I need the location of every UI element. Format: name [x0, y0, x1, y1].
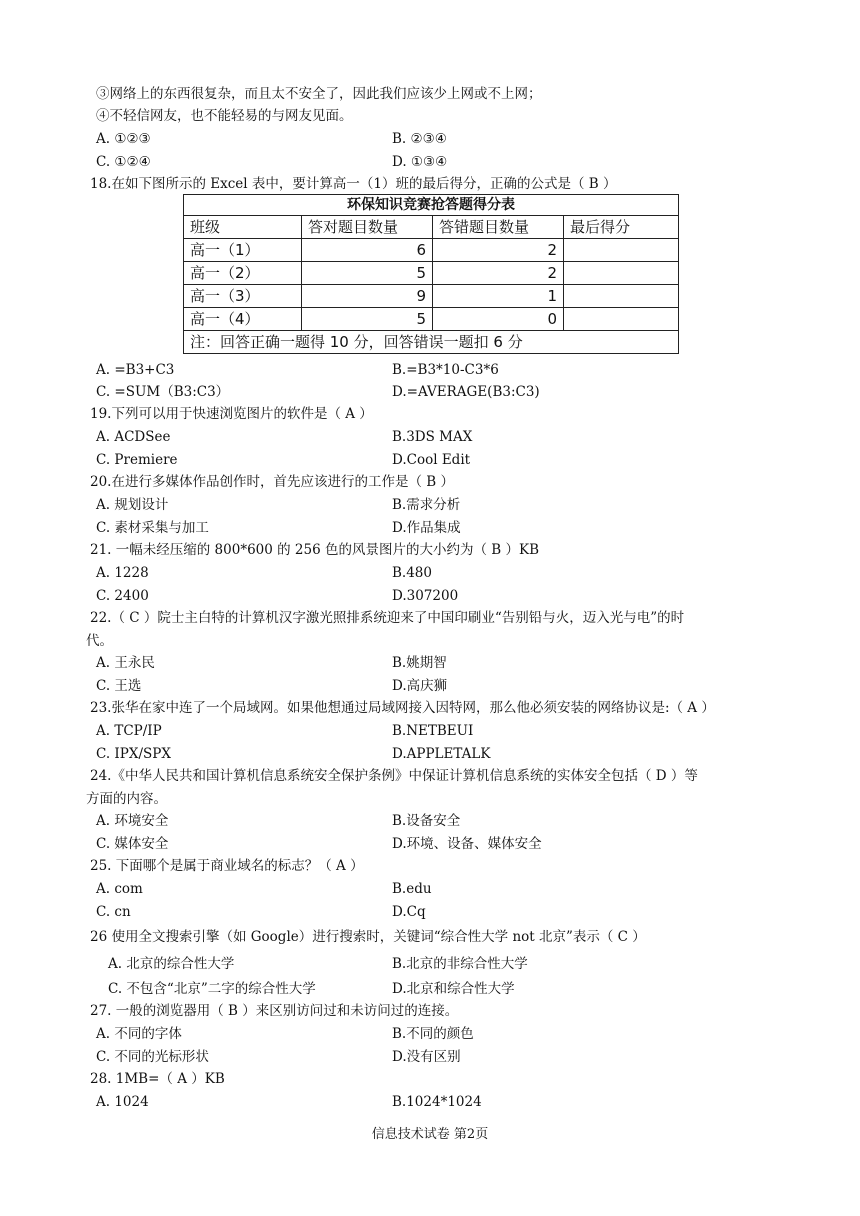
answer-d: D.Cq	[392, 904, 426, 920]
answer-a: A. ①②③	[96, 131, 151, 147]
table-cell	[564, 262, 679, 285]
question-23: 23.张华在家中连了一个局域网。如果他想通过局域网接入因特网，那么他必须安装的网络协议是:（ A ）	[90, 700, 715, 716]
option-line: ④不轻信网友，也不能轻易的与网友见面。	[96, 108, 353, 124]
answer-a: A. =B3+C3	[96, 362, 175, 378]
answer-a: A. 环境安全	[96, 813, 169, 829]
table-cell: 9	[302, 285, 433, 308]
answer-b: B.设备安全	[392, 813, 461, 829]
answer-c: C. 2400	[96, 588, 149, 604]
col-header: 答错题目数量	[433, 216, 564, 239]
table-cell: 高一（2）	[184, 262, 302, 285]
answer-c: C. 不包含“北京”二字的综合性大学	[108, 981, 316, 997]
answer-c: C. ①②④	[96, 154, 151, 170]
question-28: 28. 1MB=（ A ）KB	[90, 1071, 225, 1087]
answer-a: A. com	[96, 881, 143, 897]
table-cell: 5	[302, 308, 433, 331]
answer-b: B.姚期智	[392, 655, 447, 671]
answer-c: C. IPX/SPX	[96, 746, 171, 762]
answer-b: B.edu	[392, 881, 432, 897]
table-row	[184, 262, 679, 285]
table-cell	[564, 308, 679, 331]
answer-b: B.3DS MAX	[392, 429, 473, 445]
table-cell: 2	[433, 239, 564, 262]
table-header-row	[184, 216, 679, 239]
score-table	[183, 194, 679, 354]
question-22-continued: 代。	[86, 633, 113, 649]
question-24: 24.《中华人民共和国计算机信息系统安全保护条例》中保证计算机信息系统的实体安全包括（ D ）等	[90, 768, 698, 784]
answer-a: A. ACDSee	[96, 429, 171, 445]
question-20: 20.在进行多媒体作品创作时，首先应该进行的工作是（ B ）	[90, 474, 454, 490]
answer-d: D.Cool Edit	[392, 452, 471, 468]
answer-d: D.没有区别	[392, 1049, 461, 1065]
table-cell: 2	[433, 262, 564, 285]
answer-d: D.高庆狮	[392, 678, 448, 694]
answer-a: A. 王永民	[96, 655, 155, 671]
table-row	[184, 285, 679, 308]
table-cell: 0	[433, 308, 564, 331]
answer-b: B.需求分析	[392, 497, 461, 513]
table-cell: 高一（1）	[184, 239, 302, 262]
table-cell: 1	[433, 285, 564, 308]
answer-c: C. 媒体安全	[96, 836, 169, 852]
question-21: 21. 一幅未经压缩的 800*600 的 256 色的风景图片的大小约为（ B ）KB	[90, 542, 539, 558]
answer-a: A. 规划设计	[96, 497, 169, 513]
answer-c: C. =SUM（B3:C3）	[96, 384, 230, 400]
answer-b: B.NETBEUI	[392, 723, 474, 739]
page-footer: 信息技术试卷 第2页	[371, 1127, 489, 1142]
question-25: 25. 下面哪个是属于商业域名的标志？（ A ）	[90, 858, 364, 874]
table-cell: 5	[302, 262, 433, 285]
answer-c: C. 不同的光标形状	[96, 1049, 209, 1065]
answer-b: B.不同的颜色	[392, 1026, 474, 1042]
answer-d: D.307200	[392, 588, 459, 604]
answer-b: B.1024*1024	[392, 1094, 482, 1110]
col-header: 最后得分	[564, 216, 679, 239]
answer-b: B.=B3*10-C3*6	[392, 362, 499, 378]
answer-a: A. TCP/IP	[96, 723, 162, 739]
answer-d: D.APPLETALK	[392, 746, 491, 762]
table-note: 注：回答正确一题得 10 分，回答错误一题扣 6 分	[184, 331, 679, 354]
table-cell: 6	[302, 239, 433, 262]
question-19: 19.下列可以用于快速浏览图片的软件是（ A ）	[90, 406, 373, 422]
answer-c: C. cn	[96, 904, 131, 920]
table-cell: 高一（3）	[184, 285, 302, 308]
table-row	[184, 308, 679, 331]
answer-a: A. 北京的综合性大学	[108, 956, 235, 972]
col-header: 答对题目数量	[302, 216, 433, 239]
question-24-continued: 方面的内容。	[86, 791, 167, 807]
answer-a: A. 不同的字体	[96, 1026, 182, 1042]
question-27: 27. 一般的浏览器用（ B ）来区别访问过和未访问过的连接。	[90, 1003, 459, 1019]
answer-b: B. ②③④	[392, 131, 447, 147]
table-row	[184, 239, 679, 262]
answer-d: D.环境、设备、媒体安全	[392, 836, 542, 852]
col-header: 班级	[184, 216, 302, 239]
question-18: 18.在如下图所示的 Excel 表中，要计算高一（1）班的最后得分，正确的公式是（ B ）	[90, 176, 617, 192]
answer-a: A. 1228	[96, 565, 149, 581]
answer-a: A. 1024	[96, 1094, 149, 1110]
question-22: 22.（ C ）院士主白特的计算机汉字激光照排系统迎来了中国印刷业“告别铅与火，迈入光与电”的时	[90, 610, 685, 626]
option-line: ③网络上的东西很复杂，而且太不安全了，因此我们应该少上网或不上网；	[96, 86, 542, 102]
answer-c: C. 素材采集与加工	[96, 520, 209, 536]
answer-b: B.480	[392, 565, 432, 581]
answer-c: C. Premiere	[96, 452, 178, 468]
answer-d: D.北京和综合性大学	[392, 981, 515, 997]
answer-d: D. ①③④	[392, 154, 448, 170]
answer-b: B.北京的非综合性大学	[392, 956, 528, 972]
answer-d: D.作品集成	[392, 520, 461, 536]
table-title: 环保知识竞赛抢答题得分表	[184, 195, 679, 216]
table-cell	[564, 239, 679, 262]
answer-d: D.=AVERAGE(B3:C3)	[392, 384, 540, 400]
table-cell: 高一（4）	[184, 308, 302, 331]
answer-c: C. 王选	[96, 678, 142, 694]
table-cell	[564, 285, 679, 308]
question-26: 26 使用全文搜索引擎（如 Google）进行搜索时，关键词“综合性大学 not 北京”表示（ C ）	[90, 929, 646, 945]
